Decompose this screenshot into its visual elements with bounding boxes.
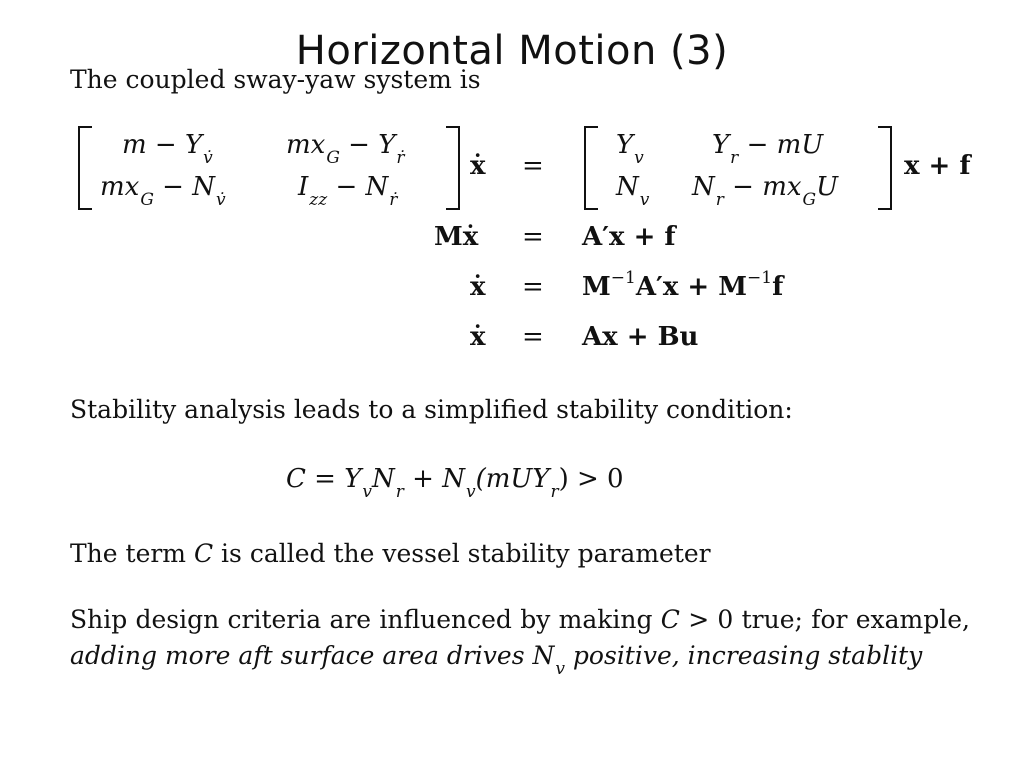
eq3-sup1: −1: [610, 268, 636, 288]
design-c: C: [660, 605, 680, 634]
a22c-text: U: [816, 172, 839, 202]
cond-p1: C = Y: [286, 464, 362, 494]
eq3-rhs-a: M: [582, 272, 611, 302]
design-a: Ship design criteria are influenced by making: [70, 605, 661, 634]
a22b-text: − mx: [723, 172, 802, 202]
a12-sub: r: [730, 148, 739, 168]
eq2-rhs: A′x + f: [582, 222, 676, 252]
rhs-tail: x + f: [904, 151, 971, 181]
cond-p2: N: [371, 464, 395, 494]
a21-text: N: [616, 172, 639, 202]
eq4-rhs: Ax + Bu: [582, 322, 699, 352]
m12-text: mx: [286, 130, 326, 160]
right-bracket: [446, 126, 460, 210]
m12b-sub: ṙ: [396, 148, 405, 168]
eq3-rhs-b: A′x + M: [635, 272, 748, 302]
matrix-a22: [692, 172, 839, 210]
design-paragraph: [70, 602, 970, 677]
cond-s4: r: [550, 482, 559, 502]
slide-title: Horizontal Motion (3): [295, 28, 729, 74]
eq4-lhs: ẋ: [470, 322, 486, 352]
eq3-rhs-c: f: [772, 272, 784, 302]
term-b: is called the vessel stability parameter: [213, 539, 711, 568]
m12b-text: − Y: [339, 130, 396, 160]
a12b-text: − mU: [738, 130, 824, 160]
eq2-lhs: Mẋ: [434, 222, 479, 252]
stability-condition: [286, 464, 624, 502]
matrix-m11: [122, 130, 213, 168]
a12-text: Y: [712, 130, 730, 160]
design-b: > 0 true; for example,: [679, 605, 970, 634]
eq3-sup2: −1: [747, 268, 773, 288]
matrix-m22: [298, 172, 398, 210]
matrix-a21: [616, 172, 650, 210]
m21-sub: G: [140, 190, 154, 210]
a22-sub: r: [715, 190, 724, 210]
a11-text: Y: [616, 130, 634, 160]
equals-1: =: [522, 151, 544, 181]
cond-p3: + N: [403, 464, 465, 494]
cond-s1: v: [362, 482, 372, 502]
term-c: C: [193, 539, 214, 568]
design-italic2: positive, increasing stablity: [564, 641, 923, 670]
m12-sub: G: [326, 148, 340, 168]
matrix-m12: [286, 130, 405, 168]
cond-s2: r: [395, 482, 404, 502]
a22-text: N: [692, 172, 715, 202]
term-a: The term: [70, 539, 194, 568]
lhs-vector: ẋ: [470, 151, 486, 181]
eq3-rhs: [582, 268, 784, 302]
m21b-sub: v̇: [216, 190, 226, 210]
right-matrix-right-bracket: [878, 126, 892, 210]
m22b-sub: ṙ: [389, 190, 398, 210]
equals-4: =: [522, 322, 544, 352]
m21b-text: − N: [153, 172, 215, 202]
m11-sub: v̇: [203, 148, 213, 168]
matrix-a11: [616, 130, 644, 168]
right-matrix-left-bracket: [584, 126, 598, 210]
left-bracket: [78, 126, 92, 210]
equals-3: =: [522, 272, 544, 302]
design-italic1: adding more aft surface area drives N: [70, 641, 555, 670]
m11-text: m − Y: [122, 130, 203, 160]
a21-sub: v: [639, 190, 650, 210]
matrix-m21: [100, 172, 226, 210]
intro-text: The coupled sway-yaw system is: [70, 65, 481, 94]
term-text: [70, 536, 711, 572]
matrix-a12: [712, 130, 824, 168]
m22b-text: − N: [327, 172, 389, 202]
eq3-lhs: ẋ: [470, 272, 486, 302]
stability-text: Stability analysis leads to a simplified stability condition:: [70, 395, 793, 424]
a22b-sub: G: [802, 190, 817, 210]
cond-p5: ) > 0: [558, 464, 624, 494]
equals-2: =: [522, 222, 544, 252]
cond-p4: (mUY: [475, 464, 550, 494]
m22-sub: zz: [309, 190, 328, 210]
m22-text: I: [298, 172, 309, 202]
m21-text: mx: [100, 172, 140, 202]
a11-sub: v: [634, 148, 644, 168]
cond-s3: v: [465, 482, 476, 502]
design-sub: v: [555, 659, 565, 679]
